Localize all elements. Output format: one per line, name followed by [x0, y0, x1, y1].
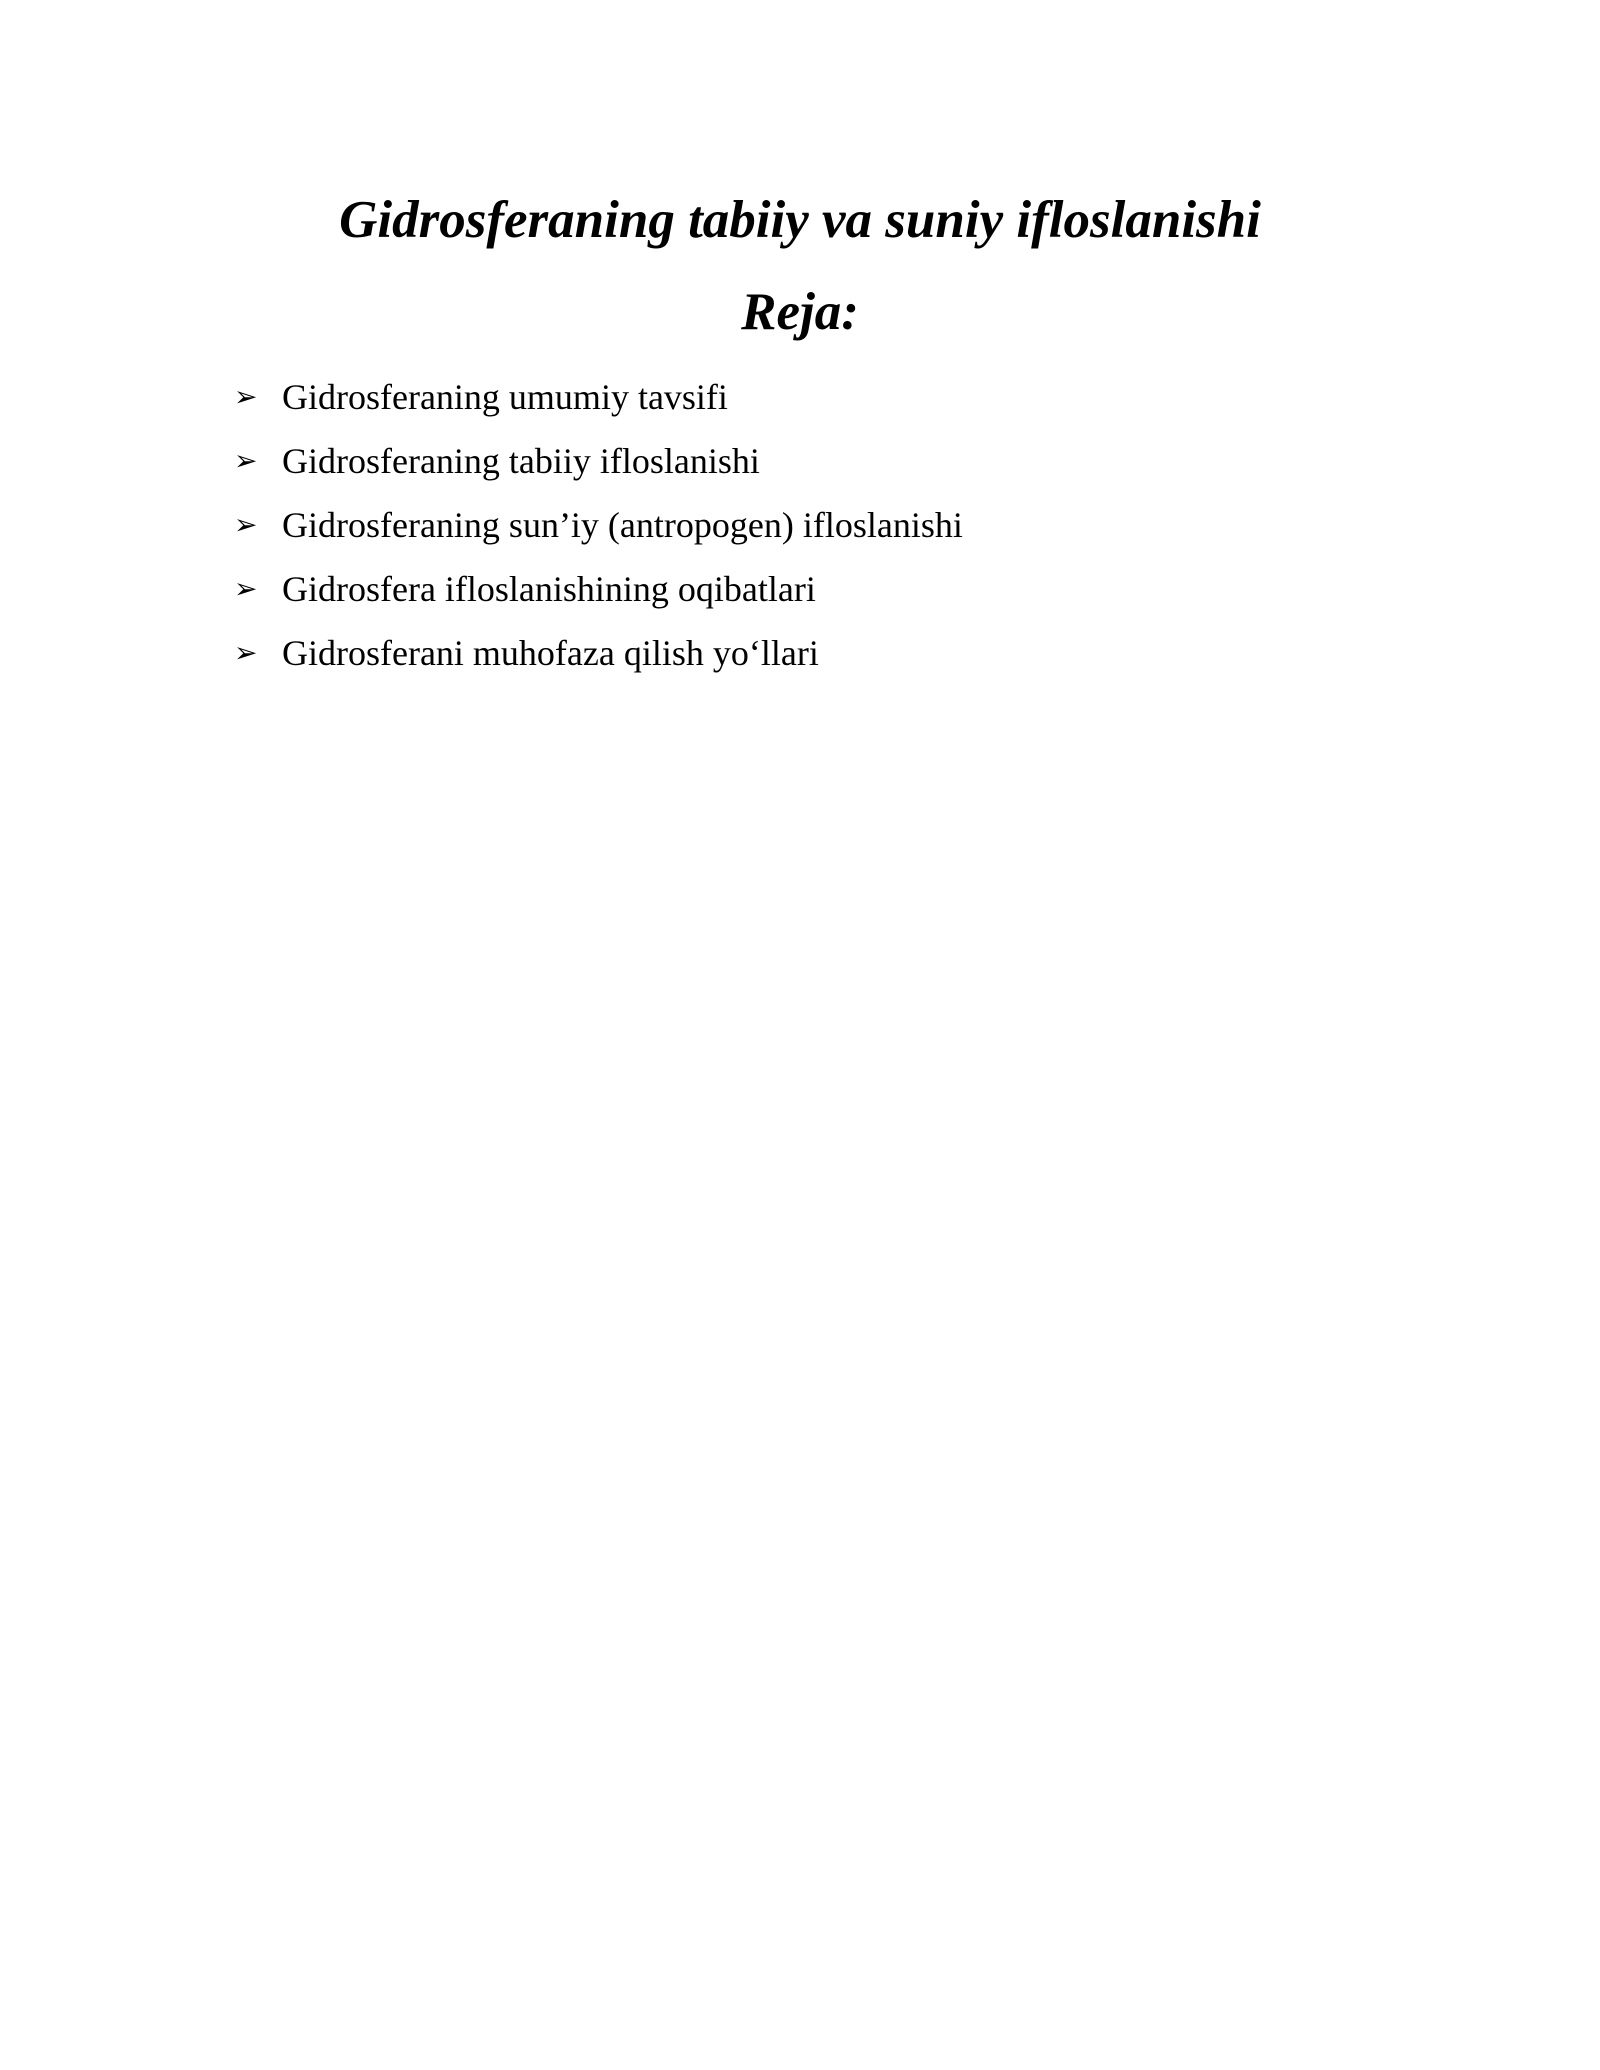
- list-item-text: Gidrosferaning sun’iy (antropogen) ifloslanishi: [282, 505, 963, 545]
- arrowhead-bullet-icon: ➢: [234, 380, 258, 413]
- list-item-text: Gidrosfera ifloslanishining oqibatlari: [282, 569, 816, 609]
- list-item-text: Gidrosferani muhofaza qilish yo‘llari: [282, 633, 819, 673]
- list-item: [234, 493, 963, 557]
- arrowhead-bullet-icon: ➢: [234, 444, 258, 477]
- arrowhead-bullet-icon: ➢: [234, 572, 258, 605]
- list-item: [234, 365, 963, 429]
- arrowhead-bullet-icon: ➢: [234, 636, 258, 669]
- arrowhead-bullet-icon: ➢: [234, 508, 258, 541]
- plan-list: [234, 365, 963, 685]
- list-item: [234, 429, 963, 493]
- list-item-text: Gidrosferaning umumiy tavsifi: [282, 377, 728, 417]
- list-item: [234, 557, 963, 621]
- list-item: [234, 621, 963, 685]
- plan-heading: Reja:: [741, 283, 859, 341]
- document-title: Gidrosferaning tabiiy va suniy ifloslanishi: [339, 191, 1261, 249]
- list-item-text: Gidrosferaning tabiiy ifloslanishi: [282, 441, 760, 481]
